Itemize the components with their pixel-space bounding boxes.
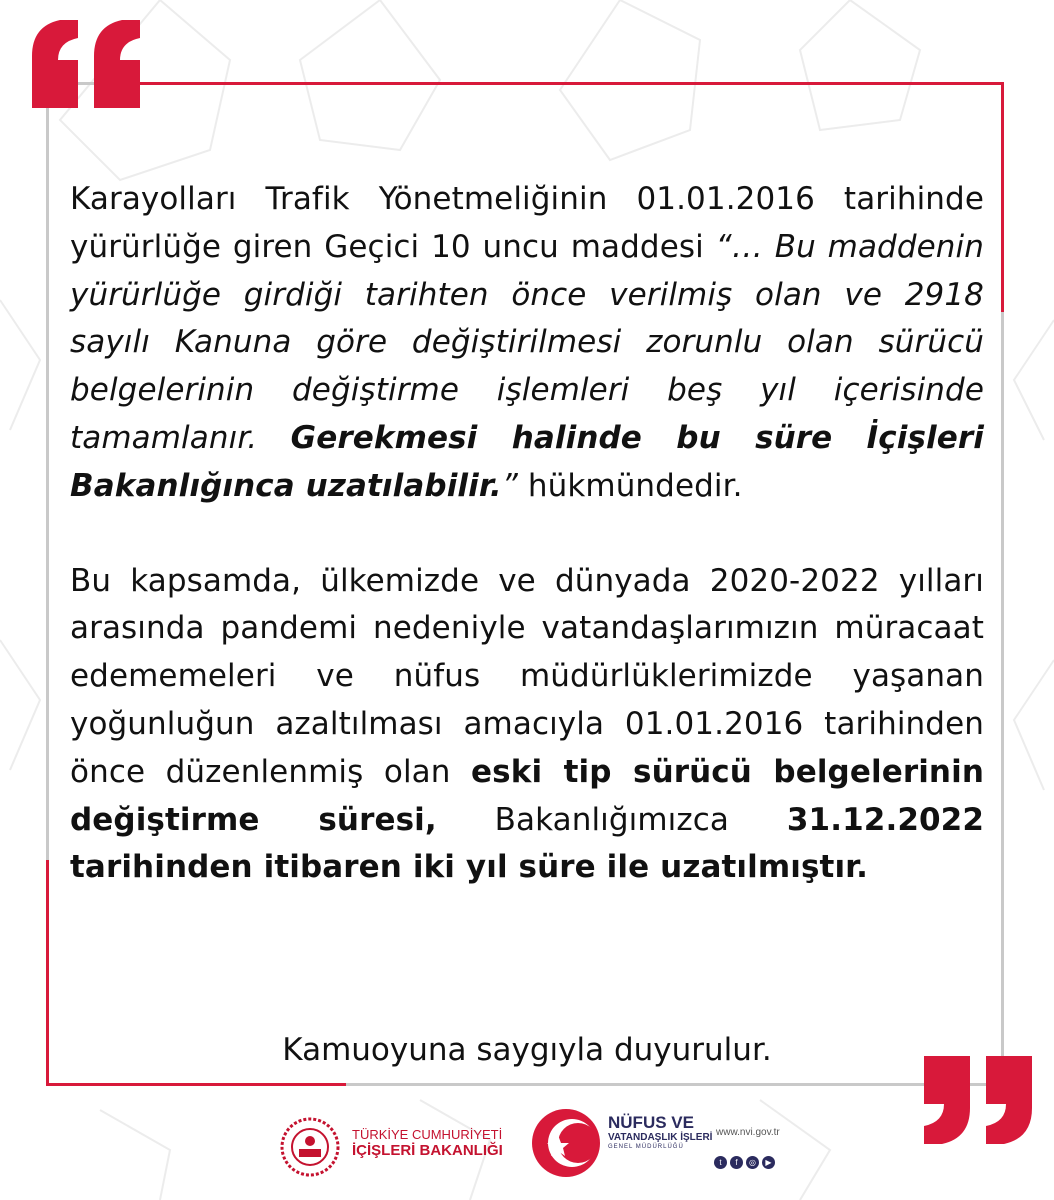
- paragraph1-quote-end: ”: [501, 467, 518, 504]
- paragraph-regulation: [70, 176, 984, 511]
- paragraph2-bold-decision: 31.12.2022 tarihinden itibaren iki yıl süre ile uzatılmıştır.: [70, 801, 985, 886]
- instagram-icon: ◎: [746, 1156, 759, 1169]
- paragraph1-intro: Karayolları Trafik Yönetmeliğinin 01.01.2016 tarihinde yürürlüğe giren Geçici 10 uncu maddesi: [70, 181, 984, 265]
- youtube-icon: ▶: [762, 1156, 775, 1169]
- facebook-icon: f: [730, 1156, 743, 1169]
- footer-logos: [0, 1100, 1054, 1190]
- paragraph2-bold-subject: eski tip sürücü belgelerinin değiştirme süresi,: [70, 753, 984, 838]
- paragraph2-intro: Bu kapsamda, ülkemizde ve dünyada 2020-2022 yılları arasında pandemi nedeniyle vatandaşlarımızın müracaat edememeleri ve nüfus müdürlüklerimizde yaşanan yoğunluğun azaltılması amacıyla 01.01.2016 tarihinden önce düzenlenmiş olan: [70, 562, 984, 790]
- twitter-icon: t: [714, 1156, 727, 1169]
- closing-line: Kamuoyuna saygıyla duyurulur.: [282, 1032, 772, 1068]
- website-url: www.nvi.gov.tr: [716, 1127, 780, 1138]
- nvi-line1: NÜFUS VE: [608, 1113, 694, 1132]
- ministry-name: [352, 1127, 503, 1159]
- open-quote-icon: [20, 12, 145, 112]
- nvi-line3: GENEL MÜDÜRLÜĞÜ: [608, 1144, 684, 1150]
- paragraph1-ending: hükmündedir.: [517, 467, 743, 504]
- frame-accent-bottom: [46, 1083, 346, 1086]
- ministry-line1: TÜRKİYE CUMHURİYETİ: [352, 1127, 503, 1142]
- nvi-logo-icon: [528, 1105, 604, 1181]
- ministry-emblem-icon: [275, 1115, 345, 1179]
- nvi-name: [608, 1114, 712, 1151]
- paragraph2-middle: Bakanlığımızca: [436, 801, 787, 838]
- social-icons: [714, 1156, 775, 1169]
- ministry-line2: İÇİŞLERİ BAKANLIĞI: [352, 1142, 503, 1159]
- paragraph1-quote: “… Bu maddenin yürürlüğe girdiği tarihten önce verilmiş olan ve 2918 sayılı Kanuna göre değiştirilmesi zorunlu olan sürücü belgelerinin değiştirme işlemleri beş yıl içerisinde tamamlanır.: [70, 228, 984, 456]
- nvi-line2: VATANDAŞLIK İŞLERİ: [608, 1132, 713, 1143]
- paragraph1-quote-bold: Gerekmesi halinde bu süre İçişleri Bakanlığınca uzatılabilir.: [70, 419, 984, 504]
- frame-accent-top: [140, 82, 1004, 85]
- frame-accent-right: [1001, 82, 1004, 312]
- announcement-body: [70, 176, 984, 892]
- paragraph-extension: [70, 558, 984, 893]
